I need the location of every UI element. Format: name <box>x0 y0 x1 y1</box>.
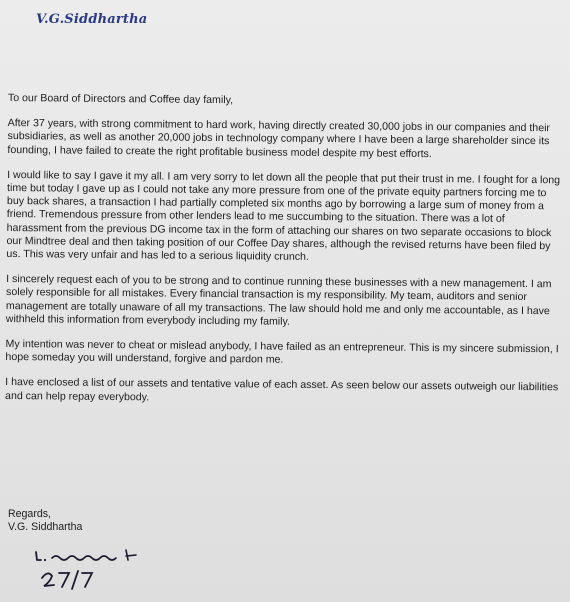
paragraph-5: I have enclosed a list of our assets and tentative value of each asset. As seen below our assets outweigh our liabilities and can help repay everybody. <box>5 376 559 404</box>
paragraph-4: My intention was never to cheat or mislead anybody, I have failed as an entrepreneur. This is my sincere submission, I hope someday you will understand, forgive and pardon me. <box>5 338 559 366</box>
signatory-name: V.G. Siddhartha <box>8 521 83 533</box>
letter-body <box>5 92 564 420</box>
closing-text: Regards, <box>8 508 51 520</box>
signoff-block <box>8 508 82 534</box>
letterhead-name: V.G.Siddhartha <box>36 12 148 27</box>
paragraph-2: I would like to say I gave it my all. I am very sorry to let down all the people that put their trust in me. I fought for a long time but today I gave up as I could not take any more pressure from one of the private equity partners forcing me to buy back shares, a transaction I had partially completed six months ago by borrowing a large sum of money from a friend. Tremendous pressure from other lenders lead to me succumbing to the situation. There was a lot of harassment from the previous DG income tax in the form of attaching our shares on two separate occasions to block our Mindtree deal and then taking position of our Coffee Day shares, although the revised returns have been filed by us. This was very unfair and has led to a serious liquidity crunch. <box>6 168 561 263</box>
handwritten-signature-and-date <box>30 540 160 592</box>
salutation: To our Board of Directors and Coffee day family, <box>7 92 234 107</box>
paragraph-1: After 37 years, with strong commitment to hard work, having directly created 30,000 jobs in our companies and their subsidiaries, as well as another 20,000 jobs in technology company where I have been a large shareholder since its founding, I have failed to create the right profitable business model despite my best efforts. <box>7 117 551 160</box>
paragraph-3: I sincerely request each of you to be strong and to continue running these businesses with a new management. I am solely responsible for all mistakes. Every financial transaction is my responsibility. My team, auditors and senior management are totally unaware of all my transactions. The law should hold me and only me accountable, as I have withheld this information from everybody including my family. <box>5 273 552 328</box>
